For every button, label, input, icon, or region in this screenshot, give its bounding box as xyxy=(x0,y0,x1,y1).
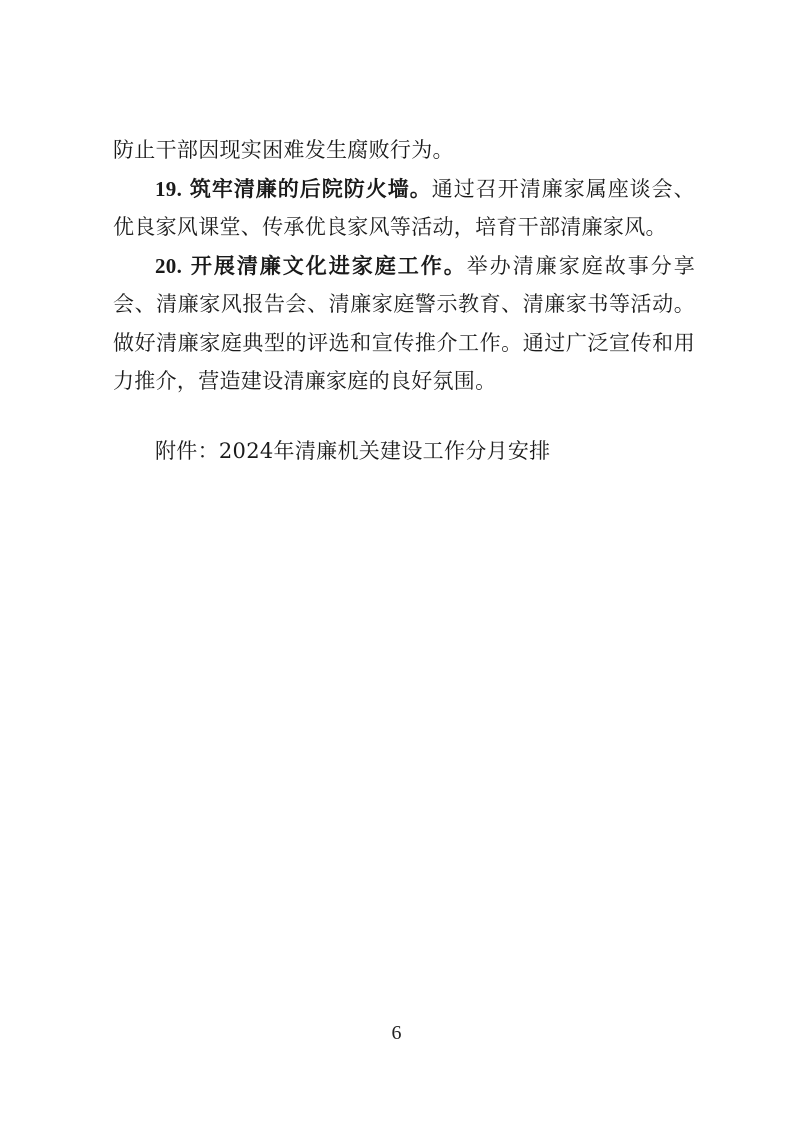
item-19-heading: 筑牢清廉的后院防火墙。 xyxy=(189,175,432,201)
item-19-paragraph xyxy=(113,170,695,247)
document-body xyxy=(113,131,695,470)
page-number: 6 xyxy=(391,1022,402,1044)
item-19-number: 19. xyxy=(155,176,183,201)
item-20-heading: 开展清廉文化进家庭工作。 xyxy=(190,252,467,278)
attachment-line: 附件：2024年清廉机关建设工作分月安排 xyxy=(155,438,551,463)
item-19-body: 通过召开清廉家属座谈会、优良家风课堂、传承优良家风等活动，培育干部清廉家风。 xyxy=(113,176,695,239)
item-20-paragraph xyxy=(113,247,695,401)
item-20-number: 20. xyxy=(155,253,183,278)
item-20-body: 举办清廉家庭故事分享会、清廉家风报告会、清廉家庭警示教育、清廉家书等活动。做好清廉家庭典型的评选和宣传推介工作。通过广泛宣传和用力推介，营造建设清廉家庭的良好氛围。 xyxy=(113,253,695,393)
continuation-paragraph: 防止干部因现实困难发生腐败行为。 xyxy=(113,138,454,162)
